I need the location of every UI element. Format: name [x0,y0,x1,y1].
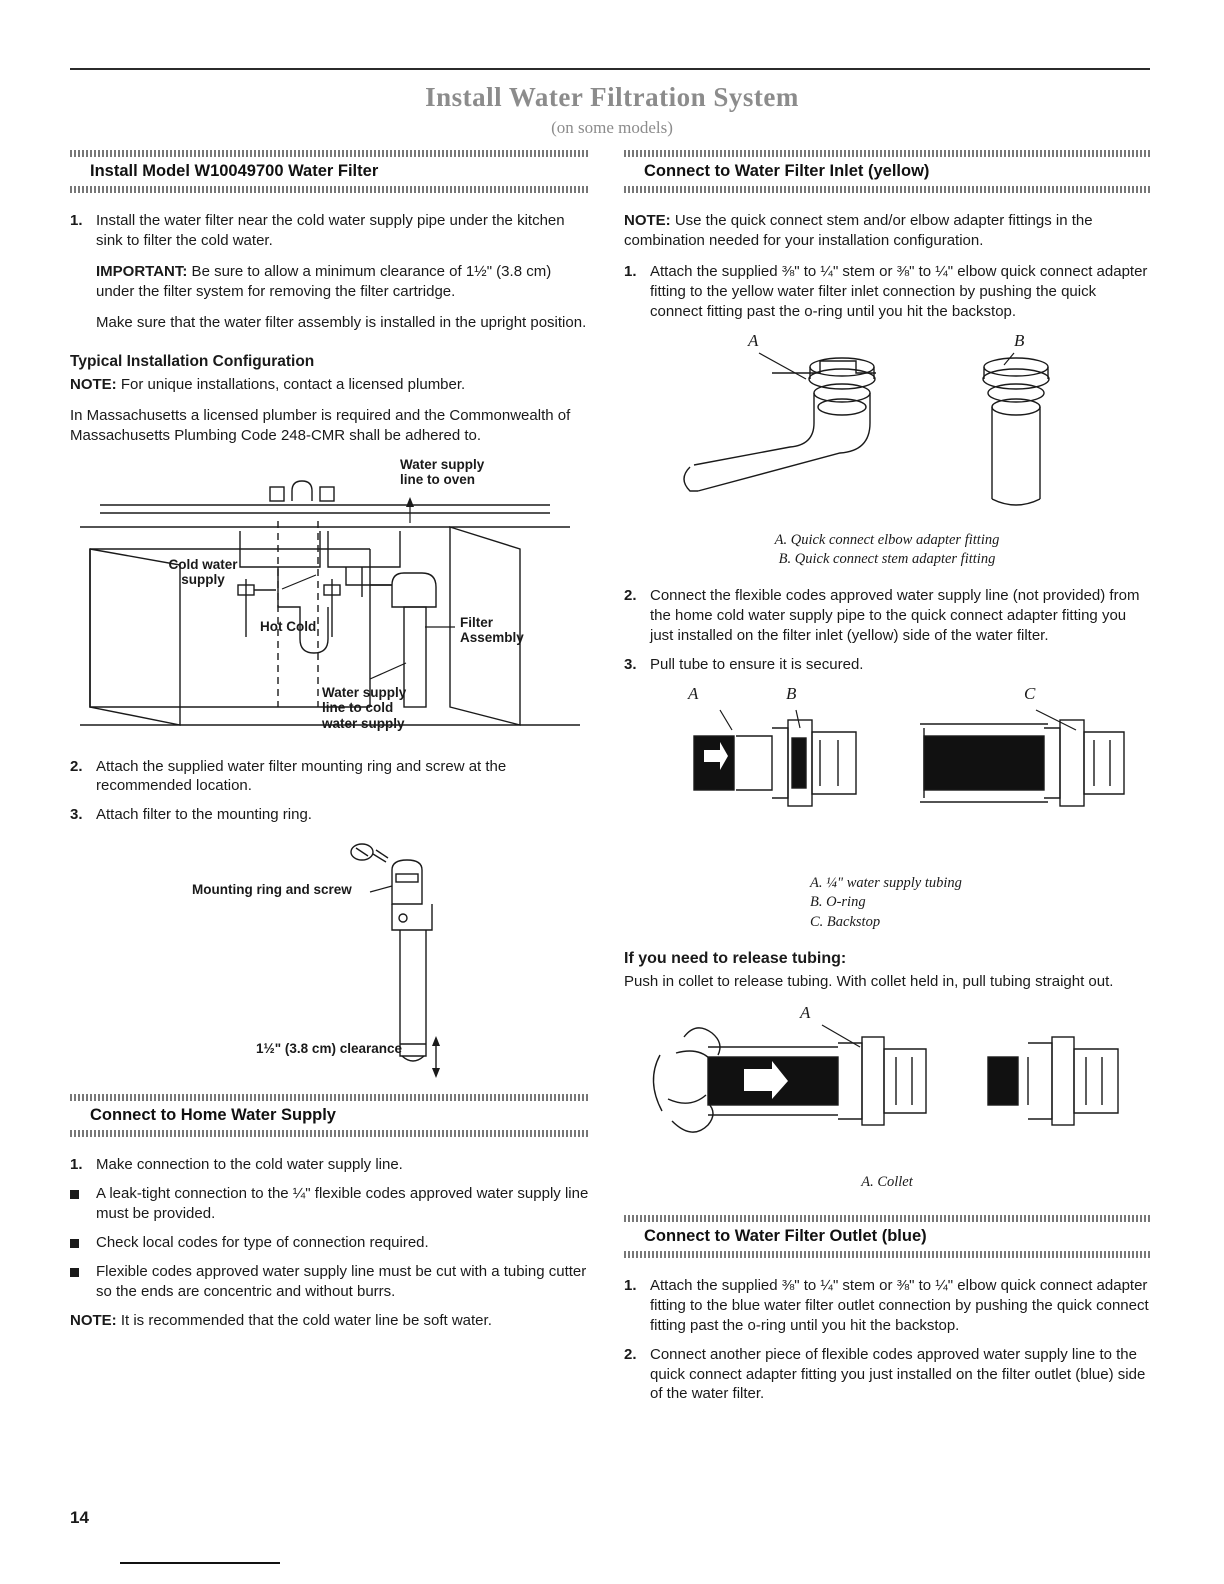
page-number: 14 [70,1508,89,1527]
list-item [624,1345,1150,1405]
label-water-supply-oven: Water supply line to oven [400,456,485,488]
collet-diagram-svg [624,1003,1150,1163]
label-hot-cold: Hot Cold [260,618,317,634]
list-item [624,586,1150,646]
step-text: Attach the supplied ⅜" to ¼" stem or ⅜" to ¼" elbow quick connect adapter fitting to the blue water filter outlet connection by pushing the quick connect fitting past the o-ring until you hit the backstop. [650,1276,1149,1334]
tubing-diagram-svg [624,684,1150,864]
figure-label-c: C [1024,683,1036,703]
collet-figure [624,1003,1150,1163]
footer-mark [120,1562,280,1564]
step-number: 2. [624,1345,637,1363]
page-subtitle: (on some models) [551,118,673,137]
step-text: Connect another piece of flexible codes approved water supply line to the quick connect adapter fitting you just installed on the filter outlet (blue) side of the water filter. [650,1345,1146,1403]
label-water-supply-cold: Water supply line to cold water supply [322,684,407,731]
left-column [70,150,590,1342]
header-rule [70,68,1150,70]
section-bar-bottom [70,186,590,193]
list-item [70,1233,590,1253]
figure-label-b: B [1014,330,1025,350]
step-number: 3. [624,655,637,673]
inlet-note [624,211,1150,251]
list-item [624,655,1150,675]
section-bar-bottom [70,1130,590,1137]
step-number: 1. [70,1156,83,1174]
home-supply-bullets [70,1184,590,1302]
step-number: 1. [624,262,637,280]
soft-water-note [70,1311,590,1331]
step-number: 2. [70,757,83,775]
note-text: It is recommended that the cold water line be soft water. [116,1311,492,1329]
adapter-caption-a: A. Quick connect elbow adapter fitting [774,531,1000,548]
step-number: 3. [70,806,83,824]
inlet-step-1-list [624,262,1150,322]
section-heading-install-filter: Install Model W10049700 Water Filter [90,162,379,180]
list-item [70,805,590,825]
adapter-caption-b: B. Quick connect stem adapter fitting [778,551,996,568]
typical-config-heading: Typical Installation Configuration [70,352,315,370]
note-text: For unique installations, contact a licensed plumber. [116,375,466,393]
sink-installation-figure [70,457,590,747]
section-heading-home-water-supply: Connect to Home Water Supply [90,1106,336,1125]
tubing-caption-b: B. O-ring [810,894,866,911]
label-mounting-ring: Mounting ring and screw [192,882,352,898]
bullet-text: A leak-tight connection to the ¼" flexible codes approved water supply line must be provided. [96,1185,589,1223]
step-text: Pull tube to ensure it is secured. [650,655,864,673]
step-text: Make connection to the cold water supply line. [96,1156,403,1174]
page-title: Install Water Filtration System [425,82,799,112]
step-text: Attach filter to the mounting ring. [96,806,312,824]
list-item [70,1184,590,1224]
bullet-square-icon [70,1262,96,1302]
section-filter-outlet [624,1215,1150,1258]
tubing-caption-a: A. ¼" water supply tubing [810,874,962,891]
section-filter-inlet [624,150,1150,193]
note-label: NOTE: [70,1311,117,1329]
home-supply-steps [70,1155,590,1175]
tubing-crosssection-figure [624,684,1150,864]
typical-config-note [70,375,590,395]
install-steps-list [70,211,590,344]
label-clearance: 1½" (3.8 cm) clearance [256,1041,402,1057]
section-home-water-supply [70,1094,590,1137]
step-number: 2. [624,586,637,604]
step-number: 1. [624,1276,637,1294]
inlet-steps-2-3 [624,586,1150,675]
section-heading-filter-outlet: Connect to Water Filter Outlet (blue) [644,1226,927,1245]
mounting-steps-list [70,757,590,826]
release-tubing-text: Push in collet to release tubing. With collet held in, pull tubing straight out. [624,973,1114,991]
label-cold-water-supply: Cold water supply [168,556,238,588]
figure-label-a: A [800,1003,811,1023]
upright-text: Make sure that the water filter assembly is installed in the upright position. [96,313,587,331]
list-item [70,1262,590,1302]
list-item [70,757,590,797]
outlet-steps-list [624,1276,1150,1405]
note-label: NOTE: [624,212,671,229]
important-note [96,262,590,302]
list-item [624,262,1150,322]
important-text: Be sure to allow a minimum clearance of 1½" (3.8 cm) under the filter system for removing the filter cartridge. [96,262,552,300]
list-item [70,1155,590,1175]
adapter-fittings-figure [624,331,1150,521]
section-bar-top [624,1215,1150,1222]
bullet-text: Check local codes for type of connection required. [96,1234,429,1252]
massachusetts-text: In Massachusetts a licensed plumber is required and the Commonwealth of Massachusetts Plumbing Code 248-CMR shall be adhered to. [70,406,571,444]
list-item [624,1276,1150,1336]
collet-caption: A. Collet [861,1174,913,1191]
list-item [70,211,590,344]
tubing-caption-c: C. Backstop [810,913,881,930]
release-tubing-heading: If you need to release tubing: [624,950,847,968]
filter-mounting-figure [70,834,590,1084]
section-heading-filter-inlet: Connect to Water Filter Inlet (yellow) [644,162,930,180]
step-text: Attach the supplied water filter mounting ring and screw at the recommended location. [96,757,507,795]
section-bar-top [70,150,590,157]
section-install-filter [70,150,590,193]
figure-label-a: A [748,330,759,350]
important-label: IMPORTANT: [96,262,188,280]
step-text: Install the water filter near the cold water supply pipe under the kitchen sink to filter the cold water. [96,212,565,249]
figure-label-b: B [786,683,797,703]
figure-label-a: A [688,683,699,703]
bullet-text: Flexible codes approved water supply line must be cut with a tubing cutter so the ends are concentric and without burrs. [96,1263,587,1300]
step-text: Connect the flexible codes approved water supply line (not provided) from the home cold water supply pipe to the quick connect adapter fitting you just installed on the filter inlet (yellow) side of the water filter. [650,586,1140,644]
section-bar-top [624,150,1150,157]
note-label: NOTE: [70,375,117,393]
note-text: Use the quick connect stem and/or elbow adapter fittings in the combination needed for your installation configuration. [624,212,1093,249]
adapter-diagram-svg [624,331,1150,521]
bullet-square-icon [70,1233,96,1253]
step-number: 1. [70,212,83,229]
bullet-square-icon [70,1184,96,1224]
section-bar-top [70,1094,590,1101]
step-text: Attach the supplied ⅜" to ¼" stem or ⅜" to ¼" elbow quick connect adapter fitting to the yellow water filter inlet connection by pushing the quick connect fitting past the o-ring until you hit the backstop. [650,262,1148,320]
section-bar-bottom [624,186,1150,193]
label-filter-assembly: Filter Assembly [460,614,524,646]
right-column [624,150,1150,1413]
section-bar-bottom [624,1251,1150,1258]
